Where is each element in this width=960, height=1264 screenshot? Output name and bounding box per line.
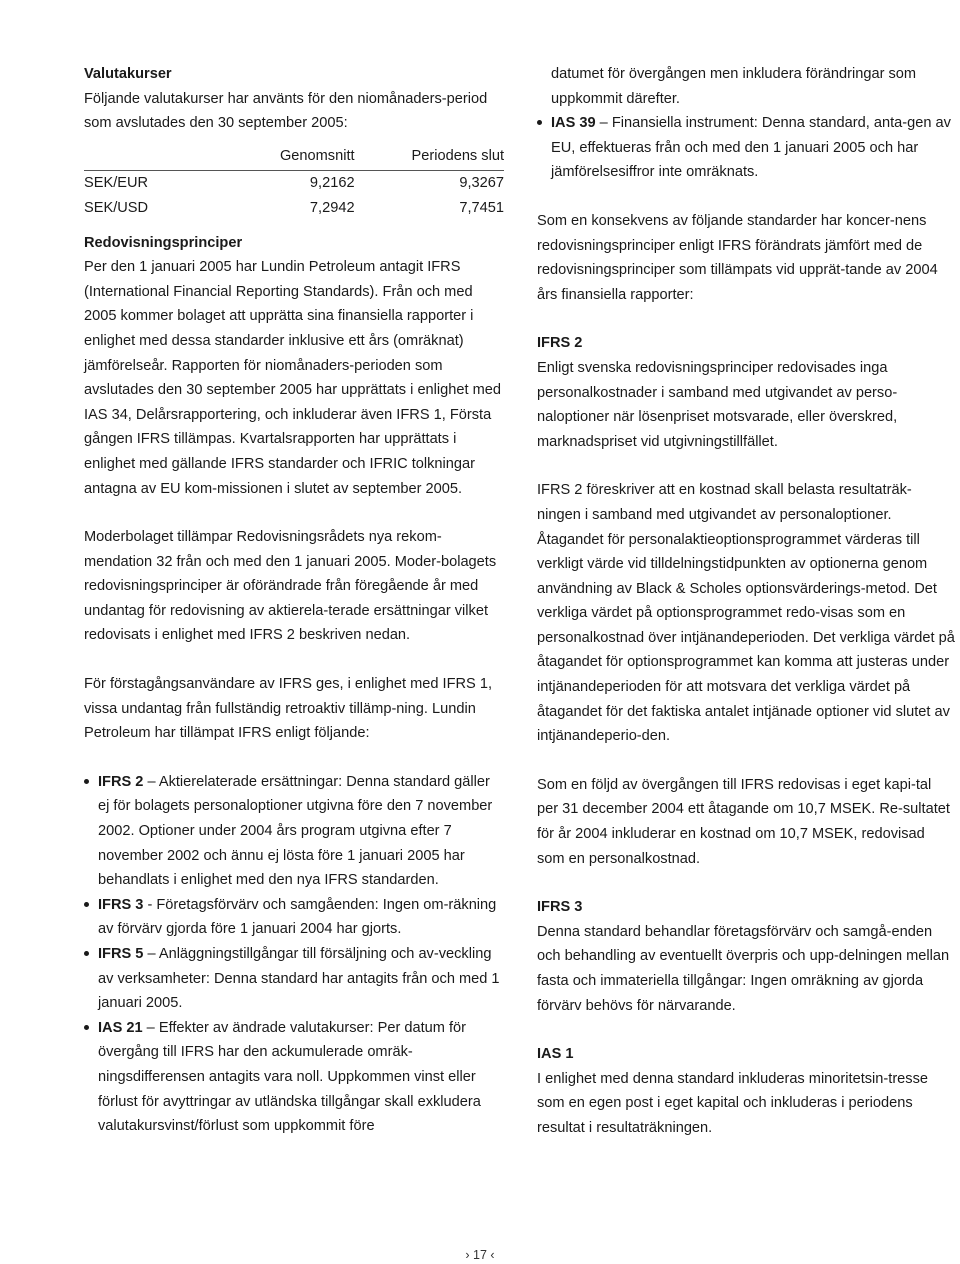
page-number: › 17 ‹: [465, 1248, 495, 1262]
fx-pair: SEK/EUR: [84, 175, 149, 192]
continued-text: datumet för övergången men inkludera förändringar som uppkommit därefter.: [551, 66, 917, 107]
bullet-dot-icon: [84, 951, 89, 956]
consequence-paragraph: Som en konsekvens av följande standarder har koncer-nens redovisningsprinciper enligt IFRS förändrats jämfört med de redovisningsprinciper som tillämpats vid upprät-tande av 2004 års finansiella rapporter:: [537, 212, 938, 303]
fx-intro: Följande valutakurser har använts för den niomånaders-period som avslutades den 30 september 2005:: [84, 90, 488, 132]
ifrs2-paragraph-1: Enligt svenska redovisningsprinciper redovisades inga personalkostnader i samband med utgivandet av perso-naloptioner när lösenpriset motsvarade, eller överskred, marknadspriset vid utgivningstillfället.: [537, 359, 898, 450]
list-item: [84, 942, 504, 1016]
policy-paragraph-2: Moderbolaget tillämpar Redovisningsrådets nya rekom-mendation 32 från och med den 1 januari 2005. Moder-bolagets redovisningsprinciper är oförändrade från föregående år med undantag för redovisning av aktierela-terade ersättningar vilket redovisats i enlighet med IFRS 2 beskriven nedan.: [84, 529, 497, 644]
list-item: [537, 111, 955, 185]
fx-heading: Valutakurser: [84, 66, 172, 82]
ifrs2-paragraph-2: IFRS 2 föreskriver att en kostnad skall belasta resultaträk-ningen i samband med utgivandet av personaloptioner. Åtagandet för personalaktieoptionsprogrammet värderas till verkligt värde vid tilldelningstidpunkten av optionerna genom användning av Black & Scholes optionsvärderings-metod. Det verkliga värdet på optionsprogrammet redo-visas som en personalkostnad över intjänandeperioden. Det verkliga värdet på åtagandet för optionsprogrammet kan komma att justeras under intjänandeperioden för att motsvara det verkliga värdet på åtagandet för det faktiska antalet intjänade optioner vid slutet av intjänandeperio-den.: [537, 482, 955, 745]
table-row: [84, 196, 504, 221]
ias1-heading: IAS 1: [537, 1046, 574, 1063]
right-column: [537, 62, 955, 1141]
fx-table: [84, 144, 504, 221]
standard-key: IFRS 2: [98, 773, 144, 790]
fx-avg: 7,2942: [309, 199, 355, 216]
first-time-adoption-list: [84, 770, 504, 1139]
list-item: [84, 770, 504, 893]
standard-key: IFRS 5: [98, 946, 144, 962]
fx-pair: SEK/USD: [84, 199, 149, 216]
standard-text: – Effekter av ändrade valutakurser: Per datum för övergång till IFRS har den ackumulerade omräk-ningsdifferensen antagits vara noll. Uppkommen vinst eller förlust för avyttringar av utländska tillgångar skall exkludera valutakursvinst/förlust som uppkommit före: [98, 1019, 481, 1135]
list-item: [84, 893, 504, 942]
bullet-dot-icon: [84, 1025, 89, 1030]
standard-text: – Finansiella instrument: Denna standard, anta-gen av EU, effektueras från och med den 1 januari 2005 och har jämförelsesiffror inte omräknats.: [551, 115, 951, 181]
standard-key: IAS 39: [551, 115, 596, 132]
bullet-dot-icon: [84, 902, 89, 907]
fx-end: 7,7451: [459, 199, 504, 216]
fx-col-pair: [84, 144, 234, 171]
standard-text: – Anläggningstillgångar till försäljning och av-veckling av verksamheter: Denna standard har antagits från och med 1 januari 2005.: [98, 946, 500, 1012]
policy-heading: Redovisningsprinciper: [84, 234, 243, 251]
standard-key: IAS 21: [98, 1019, 143, 1036]
standard-key: IFRS 3: [98, 896, 144, 913]
bullet-dot-icon: [537, 120, 542, 125]
ifrs3-heading: IFRS 3: [537, 899, 583, 916]
list-item: [84, 1016, 504, 1139]
policy-paragraph-1: Per den 1 januari 2005 har Lundin Petroleum antagit IFRS (International Financial Reporting Standards). Från och med 2005 kommer bolaget att upprätta sina finansiella rapporter i enlighet med dessa standarder inklusive ett års (omräknat) jämförelseår. Rapporten för niomånaders-perioden som avslutades den 30 september 2005 har upprättats i enlighet med IAS 34, Delårsrapportering, och inkluderar även IFRS 1, Första gången IFRS tillämpas. Kvartalsrapporten har upprättats i enlighet med gällande IFRS standarder och IFRIC tolkningar antagna av EU kom-missionen i slutet av september 2005.: [84, 259, 502, 497]
ifrs2-heading: IFRS 2: [537, 335, 583, 352]
standard-text: – Aktierelaterade ersättningar: Denna standard gäller ej för bolagets personaloptioner utgivna före den 7 november 2002. Optioner under 2004 års program utgivna efter 7 november 2002 och ännu ej lösta före 1 januari 2005 har behandlats i enlighet med den nya IFRS standarden.: [98, 773, 493, 889]
bullet-dot-icon: [84, 779, 89, 784]
fx-avg: 9,2162: [309, 175, 355, 192]
table-row: [84, 171, 504, 196]
standard-text: - Företagsförvärv och samgåenden: Ingen om-räkning av förvärv gjorda före 1 januari 2004 har gjorts.: [98, 896, 497, 938]
fx-table-header: [84, 144, 504, 171]
ifrs2-paragraph-3: Som en följd av övergången till IFRS redovisas i eget kapi-tal per 31 december 2004 ett åtagande om 10,7 MSEK. Re-sultatet för år 2004 inkluderar en kostnad om 10,7 MSEK, redovisad som en personalkostnad.: [537, 776, 950, 867]
fx-end: 9,3267: [459, 175, 504, 192]
ias1-paragraph: I enlighet med denna standard inkluderas minoritetsin-tresse som en egen post i eget kapital och inkluderas i periodens resultat i resultaträkningen.: [537, 1070, 929, 1136]
left-column: [84, 62, 504, 1139]
ifrs3-paragraph: Denna standard behandlar företagsförvärv och samgå-enden och behandling av eventuellt överpris och upp-delningen mellan fasta och immateriella tillgångar: Ingen omräkning av gjorda förvärv behövs för närvarande.: [537, 923, 950, 1014]
fx-col-end: Periodens slut: [355, 144, 504, 171]
fx-col-avg: Genomsnitt: [234, 144, 355, 171]
ias39-list: [537, 111, 955, 185]
policy-paragraph-3: För förstagångsanvändare av IFRS ges, i enlighet med IFRS 1, vissa undantag från fullständig retroaktiv tillämp-ning. Lundin Petroleum har tillämpat IFRS enligt följande:: [84, 676, 493, 742]
